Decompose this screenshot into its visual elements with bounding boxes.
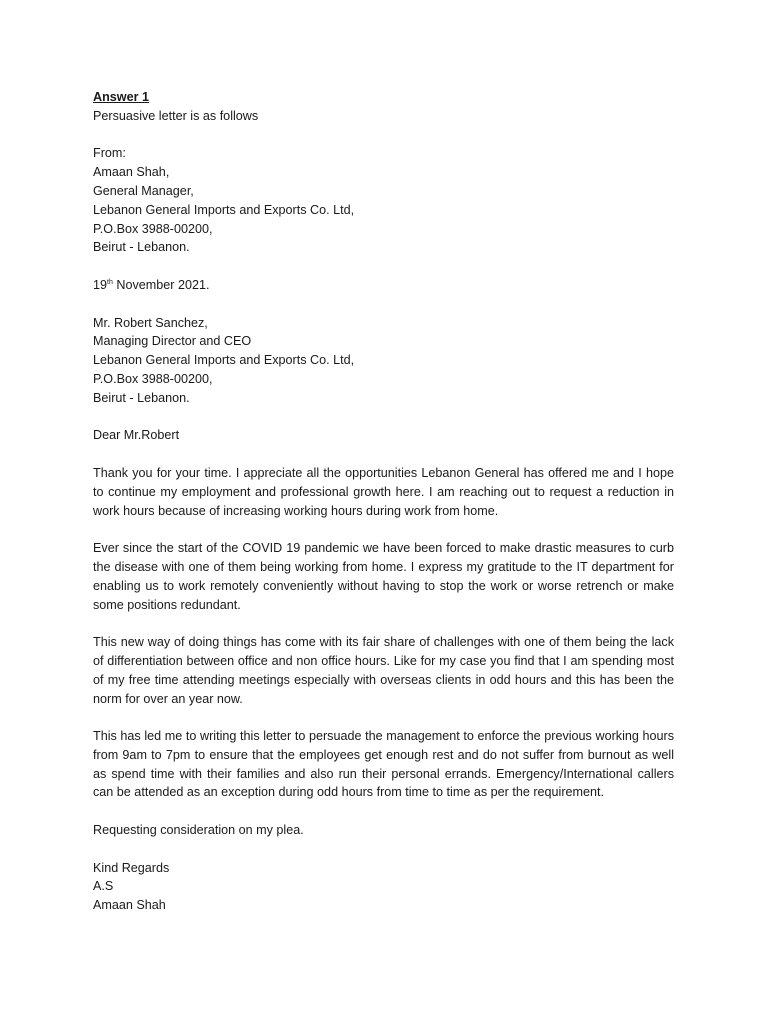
date-day: 19	[93, 277, 108, 292]
signoff-block	[93, 859, 674, 915]
body-paragraph: Ever since the start of the COVID 19 pandemic we have been forced to make drastic measures to curb the disease with one of them being working from home. I express my gratitude to the IT department for enabling us to work remotely conveniently without having to stop the work or worse retrench or make some positions redundant.	[93, 541, 674, 612]
recipient-address-block	[93, 314, 674, 408]
letter-date	[93, 276, 674, 295]
closing-request: Requesting consideration on my plea.	[93, 823, 304, 838]
recipient-name: Mr. Robert Sanchez,	[93, 315, 208, 330]
recipient-company: Lebanon General Imports and Exports Co. Ltd,	[93, 353, 355, 368]
spacer	[93, 614, 674, 633]
from-label: From:	[93, 146, 126, 161]
sender-company: Lebanon General Imports and Exports Co. Ltd,	[93, 202, 355, 217]
spacer	[93, 126, 674, 145]
spacer	[93, 708, 674, 727]
spacer	[93, 295, 674, 314]
sender-title: General Manager,	[93, 183, 194, 198]
spacer	[93, 408, 674, 427]
sender-city: Beirut - Lebanon.	[93, 240, 190, 255]
body-paragraph: This new way of doing things has come with its fair share of challenges with one of them being the lack of differentiation between office and non office hours. Like for my case you find that I am spending most of my free time attending meetings especially with overseas clients in odd hours and this has been the norm for over an year now.	[93, 635, 674, 706]
spacer	[93, 520, 674, 539]
letter-document	[93, 88, 674, 915]
body-paragraph: Thank you for your time. I appreciate all the opportunities Lebanon General has offered me and I hope to continue my employment and professional growth here. I am reaching out to request a reduction in work hours because of increasing working hours during work from home.	[93, 465, 674, 518]
spacer	[93, 257, 674, 276]
salutation: Dear Mr.Robert	[93, 428, 180, 443]
date-rest: November 2021.	[112, 277, 210, 292]
recipient-pobox: P.O.Box 3988-00200,	[93, 371, 213, 386]
recipient-city: Beirut - Lebanon.	[93, 390, 190, 405]
intro-line: Persuasive letter is as follows	[93, 108, 259, 123]
body-paragraph: This has led me to writing this letter to persuade the management to enforce the previous working hours from 9am to 7pm to ensure that the employees get enough rest and do not suffer from burnout as well as spend time with their families and also run their personal errands. Emergency/International callers can be attended as an exception during odd hours from time to time as per the requirement.	[93, 729, 674, 800]
sender-name: Amaan Shah,	[93, 165, 170, 180]
signoff-regards: Kind Regards	[93, 860, 170, 875]
date-suffix: th	[107, 278, 113, 286]
spacer	[93, 445, 674, 464]
spacer	[93, 840, 674, 859]
recipient-title: Managing Director and CEO	[93, 334, 252, 349]
spacer	[93, 802, 674, 821]
sender-address-block	[93, 144, 674, 257]
answer-heading: Answer 1	[93, 90, 149, 104]
signoff-initials: A.S	[93, 879, 114, 894]
sender-pobox: P.O.Box 3988-00200,	[93, 221, 213, 236]
signoff-name: Amaan Shah	[93, 898, 166, 913]
